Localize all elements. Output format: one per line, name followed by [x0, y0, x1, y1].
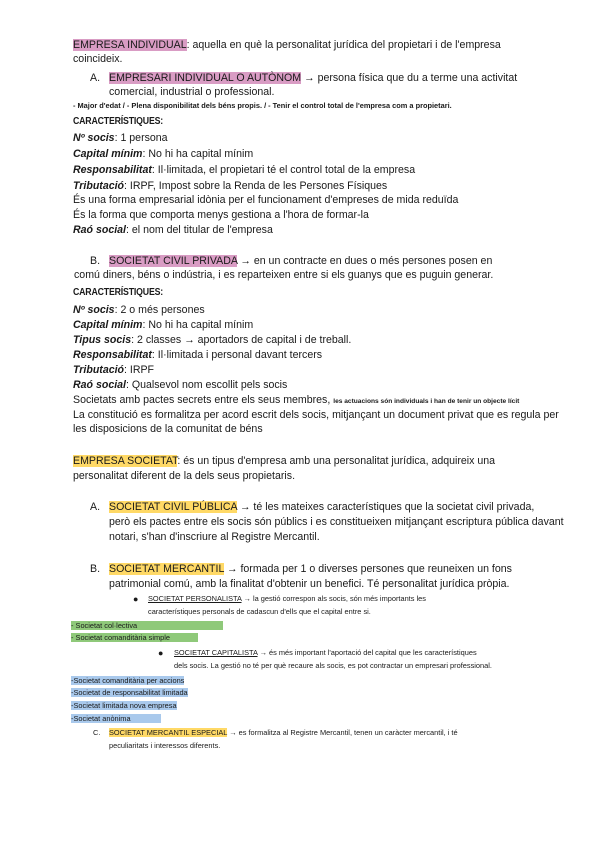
list-item: -Societat de responsabilitat limitada: [71, 688, 188, 697]
empresa-societat-term: EMPRESA SOCIETAT: [73, 455, 178, 467]
societat-mercantil-term: SOCIETAT MERCANTIL: [109, 563, 224, 575]
societat-capitalista-definition-cont: dels socis. La gestió no té per què recaure als socis, es pot contractar un empresari professional.: [174, 661, 492, 670]
societat-capitalista-term: SOCIETAT CAPITALISTA: [174, 648, 258, 657]
societat-personalista-term: SOCIETAT PERSONALISTA: [148, 594, 242, 603]
societat-civil-privada-term: SOCIETAT CIVIL PRIVADA: [109, 255, 238, 267]
list-marker-b: B.: [90, 255, 101, 267]
responsabilitat-row: Responsabilitat: Il·limitada i personal davant tercers: [73, 349, 323, 361]
list-marker-a: A.: [90, 72, 101, 84]
list-marker-b: B.: [90, 563, 101, 575]
characteristics-heading: CARACTERÍSTIQUES:: [73, 116, 164, 127]
societat-mercantil-especial-definition: SOCIETAT MERCANTIL ESPECIAL → es formalitza al Registre Mercantil, tenen un caràcter mercantil, i té: [109, 728, 458, 737]
empresa-societat-definition-cont: personalitat diferent de la dels seus propietaris.: [73, 470, 296, 482]
societat-mercantil-definition: SOCIETAT MERCANTIL → formada per 1 o diverses persones que reuneixen un fons: [109, 563, 512, 575]
societat-civil-publica-term: SOCIETAT CIVIL PÚBLICA: [109, 501, 237, 513]
rao-social-row: Raó social: el nom del titular de l'empresa: [73, 224, 273, 236]
societat-capitalista-definition: SOCIETAT CAPITALISTA → és més important l'aportació del capital que les característiques: [174, 648, 477, 657]
societat-civil-privada-definition: SOCIETAT CIVIL PRIVADA → en un contracte en dues o més persones posen en: [109, 255, 493, 267]
empresa-individual-term: EMPRESA INDIVIDUAL: [73, 39, 187, 51]
empresari-individual-definition: EMPRESARI INDIVIDUAL O AUTÒNOM → persona física que du a terme una activitat: [109, 72, 518, 84]
socis-row: Nº socis: 2 o més persones: [73, 304, 205, 316]
societat-personalista-definition: SOCIETAT PERSONALISTA → la gestió correspon als socis, són més importants les: [148, 594, 426, 603]
list-item: - Societat comanditària simple: [71, 633, 198, 642]
extra-line: És una forma empresarial idònia per el funcionament d'empreses de mida reduïda: [73, 194, 459, 206]
empresa-individual-definition-cont: coincideix.: [73, 53, 123, 65]
empresa-societat-definition: EMPRESA SOCIETAT: és un tipus d'empresa amb una personalitat jurídica, adquireix una: [73, 455, 496, 467]
societat-personalista-definition-cont: característiques personals de cadascun d'ells que el capital entre si.: [148, 607, 371, 616]
empresari-individual-definition-cont: comercial, industrial o professional.: [109, 86, 275, 98]
list-item: - Societat col·lectiva: [71, 621, 223, 630]
extra-line: Societats amb pactes secrets entre els seus membres, les actuacions són individuals i han de tenir un objecte lícit: [73, 394, 520, 406]
capital-row: Capital mínim: No hi ha capital mínim: [73, 148, 254, 160]
societat-civil-publica-definition-cont: notari, s'han d'inscriure al Registre Mercantil.: [109, 531, 320, 543]
societat-mercantil-especial-definition-cont: peculiaritats i interessos diferents.: [109, 741, 221, 750]
societat-civil-privada-definition-cont: comú diners, béns o indústria, i es reparteixen entre si els guanys que es puguin generar.: [74, 269, 494, 281]
extra-line: La constitució es formalitza per acord escrit dels socis, mitjançant un document privat que es regula per: [73, 409, 559, 421]
bullet-icon: ●: [133, 594, 139, 604]
tributacio-row: Tributació: IRPF: [73, 364, 155, 376]
rao-social-row: Raó social: Qualsevol nom escollit pels socis: [73, 379, 288, 391]
extra-line: les disposicions de la comunitat de béns: [73, 423, 263, 435]
requirements-note: - Major d'edat / - Plena disponibilitat dels béns propis. / - Tenir el control total de l'empresa com a propietari.: [73, 101, 452, 110]
list-item: -Societat anònima: [71, 714, 161, 723]
tipus-socis-row: Tipus socis: 2 classes → aportadors de capital i de treball.: [73, 334, 352, 346]
societat-civil-publica-definition-cont: però els pactes entre els socis són públics i es constitueixen mitjançant escriptura pública davant: [109, 516, 564, 528]
empresa-individual-definition: EMPRESA INDIVIDUAL: aquella en què la personalitat jurídica del propietari i de l'empresa: [73, 39, 501, 51]
societat-mercantil-especial-term: SOCIETAT MERCANTIL ESPECIAL: [109, 728, 228, 737]
capital-row: Capital mínim: No hi ha capital mínim: [73, 319, 254, 331]
list-item: -Societat limitada nova empresa: [71, 701, 177, 710]
responsabilitat-row: Responsabilitat: Il·limitada, el propietari té el control total de la empresa: [73, 164, 416, 176]
list-item: -Societat comanditària per accions: [71, 676, 185, 685]
bullet-icon: ●: [158, 648, 164, 658]
societat-mercantil-definition-cont: patrimonial comú, amb la finalitat d'obtenir un benefici. Té personalitat jurídica pròpia.: [109, 578, 510, 590]
list-marker-a: A.: [90, 501, 101, 513]
societat-civil-publica-definition: SOCIETAT CIVIL PÚBLICA → té les mateixes característiques que la societat civil privada,: [109, 501, 535, 513]
empresari-individual-term: EMPRESARI INDIVIDUAL O AUTÒNOM: [109, 72, 302, 84]
extra-line: És la forma que comporta menys gestiona a l'hora de formar-la: [73, 209, 369, 221]
list-marker-c: C.: [93, 728, 101, 737]
tributacio-row: Tributació: IRPF, Impost sobre la Renda de les Persones Físiques: [73, 180, 388, 192]
socis-row: Nº socis: 1 persona: [73, 132, 168, 144]
characteristics-heading: CARACTERÍSTIQUES:: [73, 287, 164, 298]
